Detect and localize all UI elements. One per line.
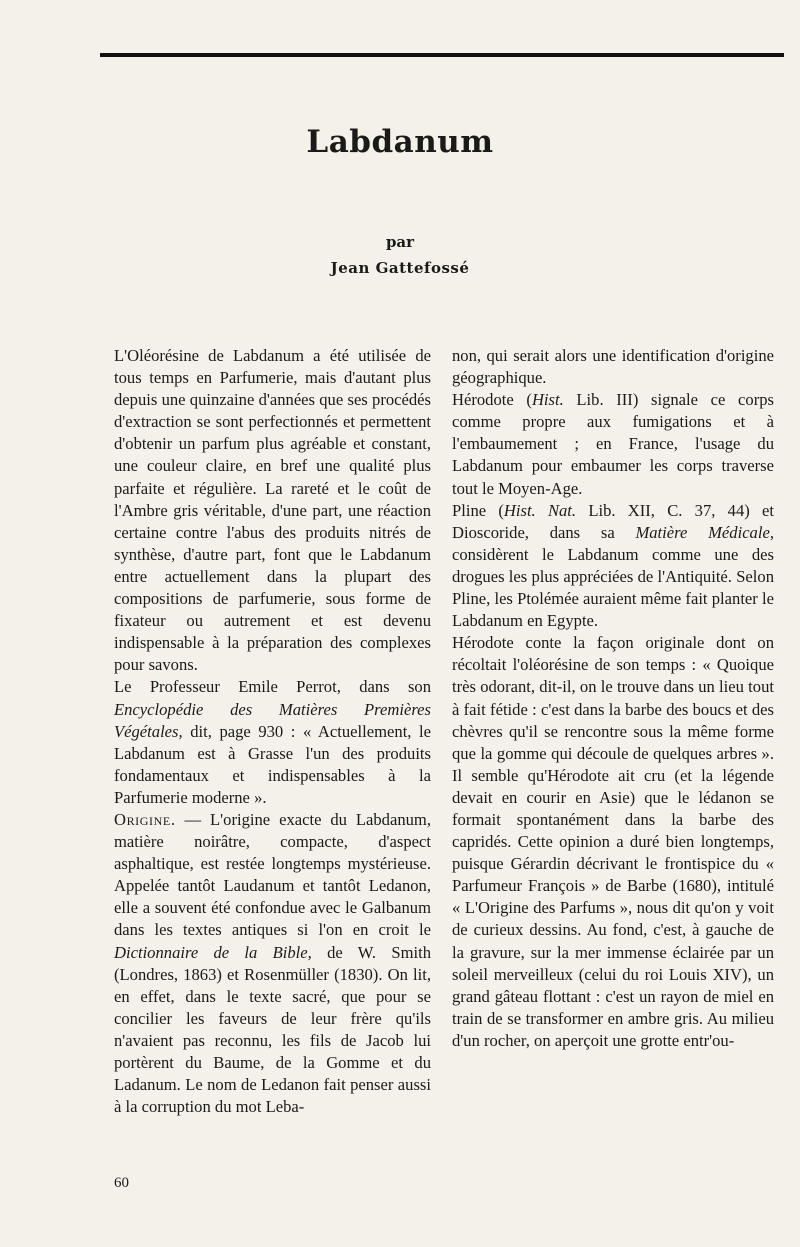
- paragraph: L'Oléorésine de Labdanum a été utilisée de tous temps en Parfumerie, mais d'autant plus depuis une quinzaine d'années que ses procédés d'extraction se sont perfectionnés et permettent d'obtenir un parfum plus agréable et constant, une couleur claire, en bref une qualité plus parfaite et régulière. La rareté et le coût de l'Ambre gris véritable, d'une part, une réaction certaine contre l'abus des produits nitrés de synthèse, d'autre part, font que le Labdanum entre actuellement dans la plupart des compositions de parfumerie, sous forme de fixateur ou autrement et est devenu indispensable à la préparation des complexes pour savons.: [114, 346, 431, 675]
- header-rule: [100, 53, 784, 57]
- page-number: 60: [114, 1175, 129, 1191]
- byline-author: Jean Gattefossé: [330, 259, 470, 277]
- paragraph: non, qui serait alors une identification d'origine géographique.: [452, 346, 774, 388]
- paragraph: Hérodote (Hist. Lib. III) signale ce corps comme propre aux fumigations et à l'embaumement ; en France, l'usage du Labdanum pour embaumer les corps traverse tout le Moyen-Age.: [452, 390, 775, 498]
- citation-title: Dictionnaire de la Bible,: [114, 942, 312, 962]
- paragraph: Origine. — L'origine exacte du Labdanum, matière noirâtre, compacte, d'aspect asphaltique, est restée longtemps mystérieuse. Appelée tantôt Laudanum et tantôt Ledanon, elle a souvent été confondue avec le Galbanum dans les textes antiques si l'on en croit le Dictionnaire de la Bible, de W. Smith (Londres, 1863) et Rosenmüller (1830). On lit, en effet, dans le texte sacré, que pour se concilier les faveurs de leur frère qu'ils n'avaient pas reconnu, les fils de Jacob lui portèrent du Baume, de la Gomme et du Ladanum. Le nom de Ledanon fait penser aussi à la corruption du mot Leba-: [114, 809, 431, 1117]
- citation-title: Encyclopédie des Matières Premières Végétales,: [114, 699, 431, 741]
- citation-title: Hist. Nat.: [503, 500, 577, 520]
- paragraph: Hérodote conte la façon originale dont on récoltait l'oléorésine de son temps : « Quoique très odorant, dit-il, on le trouve dans un lieu tout à fait fétide : c'est dans la barbe des boucs et des chèvres qu'il se rencontre sous la même forme que la gomme qui découle de quelques arbres ». Il semble qu'Hérodote ait cru (et la légende devait en courir en Asie) que le lédanon se formait spontanément dans la barbe des capridés. Cette opinion a duré bien longtemps, puisque Gérardin décrivant le frontispice du « Parfumeur François » de Barbe (1680), intitulé « L'Origine des Parfums », nous dit qu'on y voit de curieux dessins. Au fond, c'est, à gauche de la gravure, sur la mer immense éclairée par un soleil merveilleux (celui du roi Louis XIV), un grand gâteau flottant : c'est un rayon de miel en train de se transformer en ambre gris. Au milieu d'un rocher, on aperçoit une grotte entr'ou-: [452, 633, 774, 1050]
- article-title: Labdanum: [306, 124, 494, 160]
- citation-title: Hist.: [531, 390, 564, 410]
- paragraph: Le Professeur Emile Perrot, dans son Encyclopédie des Matières Premières Végétales, dit, page 930 : « Actuellement, le Labdanum est à Grasse l'un des produits fondamentaux et indispensables à la Parfumerie moderne ».: [114, 677, 431, 807]
- paragraph: Pline (Hist. Nat. Lib. XII, C. 37, 44) et Dioscoride, dans sa Matière Médicale, considèrent le Labdanum comme une des drogues les plus appréciées de l'Antiquité. Selon Pline, les Ptolémée auraient même fait planter le Labdanum en Egypte.: [452, 500, 774, 631]
- section-heading: Origine.: [114, 809, 176, 829]
- citation-title: Matière Médicale,: [635, 522, 774, 542]
- byline-prefix: par: [385, 233, 415, 251]
- left-column: [114, 345, 431, 1118]
- right-column: [452, 345, 774, 1052]
- show-through-text: [150, 75, 750, 92]
